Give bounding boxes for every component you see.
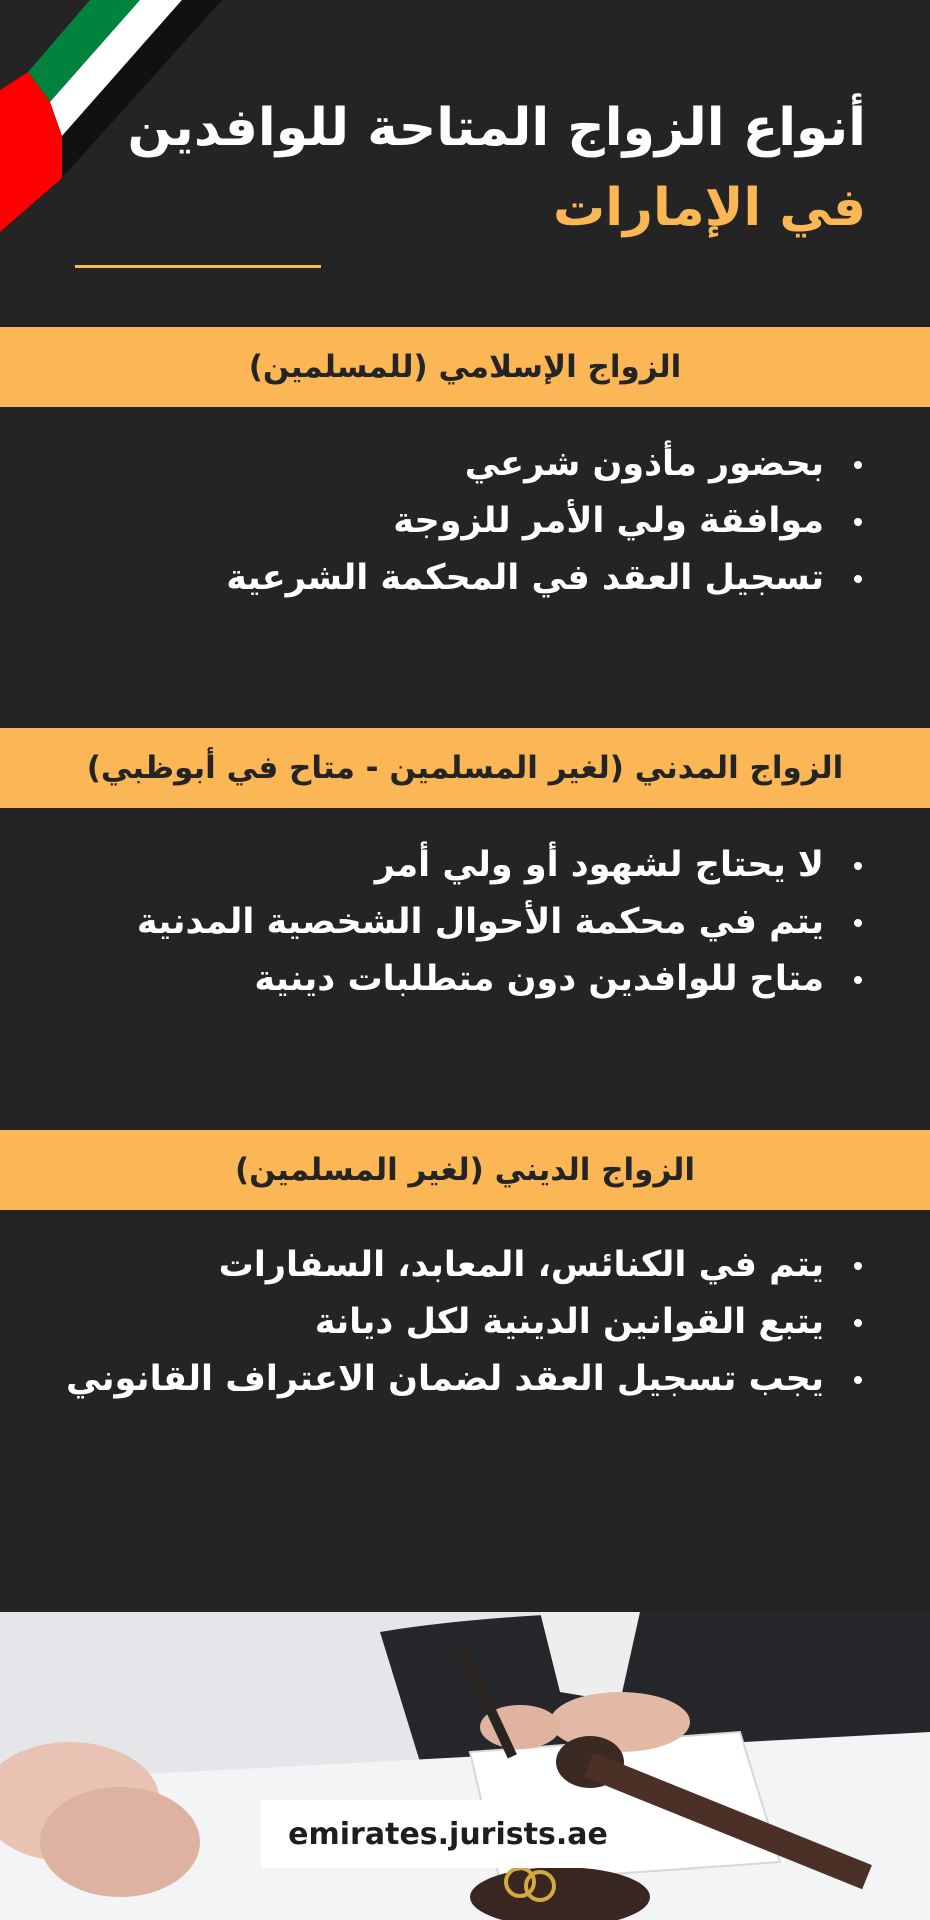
list-item	[62, 1351, 862, 1408]
bullet-icon	[854, 1319, 862, 1327]
section-heading-islamic: الزواج الإسلامي (للمسلمين)	[0, 327, 930, 407]
bullet-icon	[854, 461, 862, 469]
title-underline	[75, 265, 321, 268]
list-item-text: يتبع القوانين الدينية لكل ديانة	[314, 1302, 824, 1342]
bullet-icon	[854, 518, 862, 526]
list-item-text: يتم في الكنائس، المعابد، السفارات	[218, 1245, 824, 1285]
list-item-text: بحضور مأذون شرعي	[464, 444, 824, 484]
list-item	[42, 837, 862, 894]
bullet-icon	[854, 919, 862, 927]
bullet-icon	[854, 976, 862, 984]
list-item	[42, 951, 862, 1008]
section-heading-religious: الزواج الديني (لغير المسلمين)	[0, 1130, 930, 1210]
list-item-text: تسجيل العقد في المحكمة الشرعية	[226, 558, 824, 598]
signing-photo	[0, 1612, 930, 1920]
section-list-civil	[42, 837, 862, 1008]
bullet-icon	[854, 575, 862, 583]
section-list-islamic	[42, 436, 862, 607]
list-item-text: يتم في محكمة الأحوال الشخصية المدنية	[136, 902, 824, 942]
bullet-icon	[854, 1262, 862, 1270]
page-title	[86, 88, 866, 248]
bullet-icon	[854, 1376, 862, 1384]
website-url[interactable]: emirates.jurists.ae	[288, 1816, 608, 1852]
list-item-text: موافقة ولي الأمر للزوجة	[393, 501, 824, 541]
list-item-text: متاح للوافدين دون متطلبات دينية	[254, 959, 824, 999]
list-item-text: يجب تسجيل العقد لضمان الاعتراف القانوني	[65, 1359, 824, 1399]
list-item	[42, 894, 862, 951]
website-label[interactable]	[261, 1800, 635, 1868]
title-line-1: أنواع الزواج المتاحة للوافدين	[127, 98, 866, 158]
section-heading-civil: الزواج المدني (لغير المسلمين - متاح في أبوظبي)	[0, 728, 930, 808]
list-item	[42, 436, 862, 493]
bullet-icon	[854, 862, 862, 870]
list-item	[62, 1294, 862, 1351]
list-item-text: لا يحتاج لشهود أو ولي أمر	[374, 845, 824, 885]
title-line-2: في الإمارات	[552, 178, 866, 238]
section-list-religious	[62, 1237, 862, 1408]
list-item	[62, 1237, 862, 1294]
list-item	[42, 550, 862, 607]
list-item	[42, 493, 862, 550]
signing-scene-illustration	[0, 1612, 930, 1920]
